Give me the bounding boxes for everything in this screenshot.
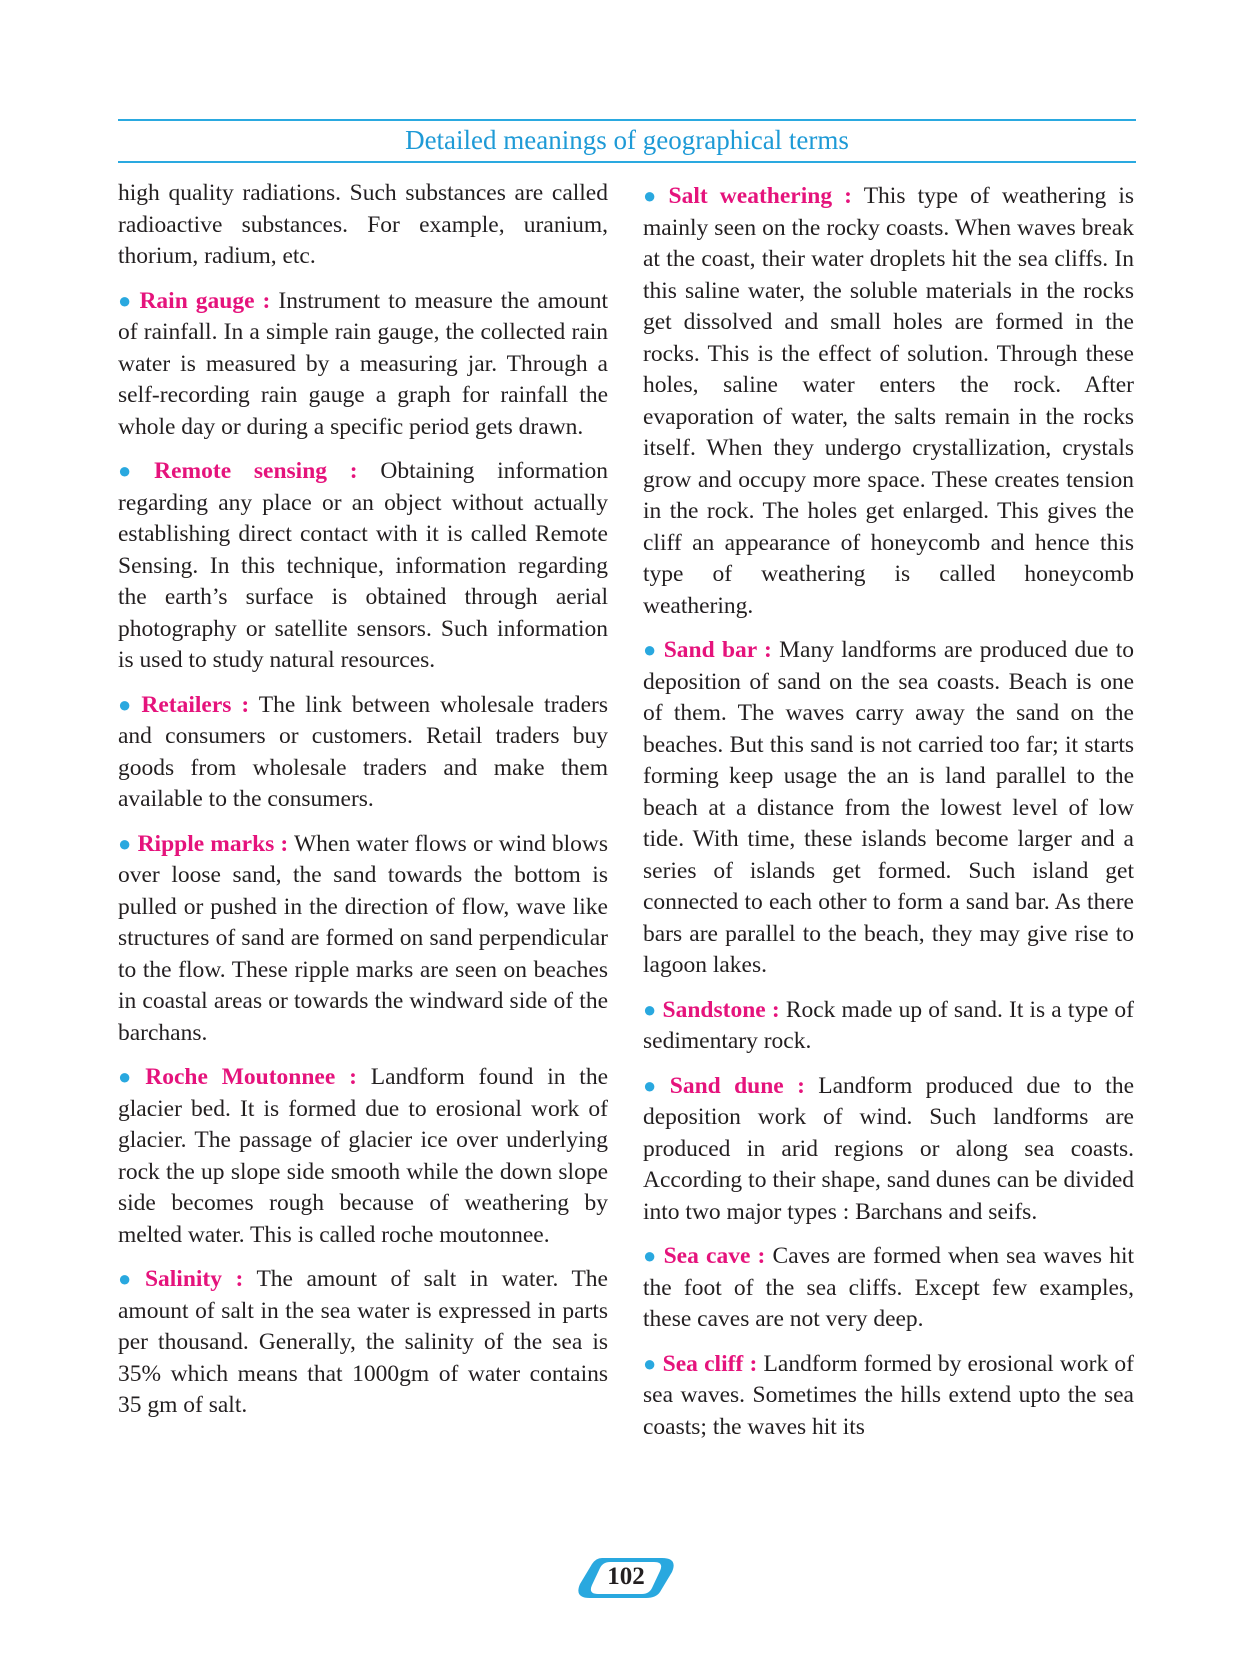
entry-term: Salinity :	[144, 1266, 244, 1292]
entry-term: Sand dune :	[669, 1072, 805, 1099]
entry-text: The link between wholesale traders and consumers or customers. Retail traders buy goods from wholesale traders and make them available to the consumers.	[118, 691, 608, 812]
entry-term: Sandstone :	[662, 996, 780, 1023]
entry-text: Instrument to measure the amount of rainfall. In a simple rain gauge, the collected rain water is measured by a measuring jar. Through a self-recording rain gauge a graph for rainfall the whole day or during a specific period gets drawn.	[118, 287, 608, 440]
bullet-icon: ●	[118, 458, 149, 483]
entry-sandstone	[643, 994, 1134, 1058]
entry-text: This type of weathering is mainly seen on the rocky coasts. When waves break at the coast, their water droplets hit the sea cliffs. In this saline water, the soluble materials in the rocks get dissolved and small holes are formed in the rocks. This is the effect of solution. Through these holes, saline water enters the rock. After evaporation of water, the salts remain in the rocks itself. When they undergo crystallization, crystals grow and occupy more space. These creates tension in the rock. The holes get enlarged. This gives the cliff an appearance of honeycomb and hence this type of weathering is called honeycomb weathering.	[643, 183, 1134, 619]
page-header	[118, 119, 1136, 163]
entry-text: Landform produced due to the deposition work of wind. Such landforms are produced in arid regions or along sea coasts. According to their shape, sand dunes can be divided into two major types : Barchans and seifs.	[643, 1072, 1134, 1225]
right-column	[643, 180, 1134, 1455]
entry-retailers	[118, 689, 608, 816]
entry-term: Roche Moutonnee :	[145, 1064, 357, 1090]
entry-term: Sea cliff :	[662, 1350, 758, 1377]
entry-sea-cliff	[643, 1348, 1134, 1444]
entry-salinity	[118, 1263, 608, 1422]
entry-rain-gauge	[118, 285, 608, 444]
bullet-icon: ●	[118, 691, 136, 717]
entry-ripple-marks	[118, 828, 608, 1050]
entry-term: Salt weathering :	[668, 183, 852, 209]
entry-text: high quality radiations. Such substances are called radioactive substances. For example, uranium, thorium, radium, etc.	[118, 180, 608, 269]
bullet-icon: ●	[643, 183, 663, 208]
bullet-icon: ●	[118, 287, 134, 313]
bullet-icon: ●	[643, 996, 657, 1022]
entry-salt-weathering	[643, 180, 1134, 622]
entry-text: Rock made up of sand. It is a type of sedimentary rock.	[643, 996, 1135, 1054]
entry-sand-dune	[643, 1070, 1134, 1229]
entry-text: Landform found in the glacier bed. It is formed due to erosional work of glacier. The passage of glacier ice over underlying rock the up slope side smooth while the down slope side becomes rough because of weathering by melted water. This is called roche moutonnee.	[118, 1064, 609, 1248]
entry-term: Ripple marks :	[137, 830, 289, 857]
bullet-icon: ●	[118, 1064, 140, 1089]
entry-text: Caves are formed when sea waves hit the foot of the sea cliffs. Except few examples, these caves are not very deep.	[643, 1243, 1134, 1332]
bullet-icon: ●	[643, 1243, 658, 1268]
entry-roche-moutonnee	[118, 1061, 608, 1251]
entry-text: When water flows or wind blows over loose sand, the sand towards the bottom is pulled or pushed in the direction of flow, wave like structures of sand are formed on sand perpendicular to the flow. These ripple marks are seen on beaches in coastal areas or towards the windward side of the barchans.	[118, 830, 608, 1046]
entry-term: Remote sensing :	[154, 458, 358, 484]
bullet-icon: ●	[643, 1072, 664, 1098]
page-number: 102	[607, 1563, 645, 1590]
entry-text: Obtaining information regarding any place or an object without actually establishing direct contact with it is called Remote Sensing. In this technique, information regarding the earth’s surface is obtained through aerial photography or satellite sensors. Such information is used to study natural resources.	[118, 458, 609, 673]
bullet-icon: ●	[118, 830, 132, 856]
entry-sea-cave	[643, 1240, 1134, 1336]
entry-sand-bar	[643, 634, 1134, 982]
entry-remote-sensing	[118, 455, 608, 677]
bullet-icon: ●	[118, 1266, 139, 1291]
entry-text: Landform formed by erosional work of sea waves. Sometimes the hills extend upto the sea coasts; the waves hit its	[643, 1350, 1135, 1440]
entry-term: Sand bar :	[663, 637, 772, 663]
entry-text: The amount of salt in water. The amount of salt in the sea water is expressed in parts per thousand. Generally, the salinity of the sea is 35% which means that 1000gm of water contains 35 gm of salt.	[118, 1266, 608, 1418]
page-number-badge	[572, 1556, 680, 1600]
entry-text: Many landforms are produced due to deposition of sand on the sea coasts. Beach is one of them. The waves carry away the sand on the beaches. But this sand is not carried too far; it starts forming keep usage the an is land parallel to the beach at a distance from the lowest level of low tide. With time, these islands become larger and a series of islands get formed. Such island get connected to each other to form a sand bar. As there bars are parallel to the beach, they may give rise to lagoon lakes.	[643, 637, 1134, 978]
bullet-icon: ●	[643, 1350, 657, 1376]
header-title: Detailed meanings of geographical terms	[405, 125, 849, 155]
entry-term: Rain gauge :	[139, 287, 271, 314]
entry-term: Retailers :	[141, 691, 250, 718]
entry-continuation	[118, 178, 608, 273]
left-column	[118, 178, 608, 1434]
entry-term: Sea cave :	[663, 1243, 766, 1269]
bullet-icon: ●	[643, 637, 658, 662]
